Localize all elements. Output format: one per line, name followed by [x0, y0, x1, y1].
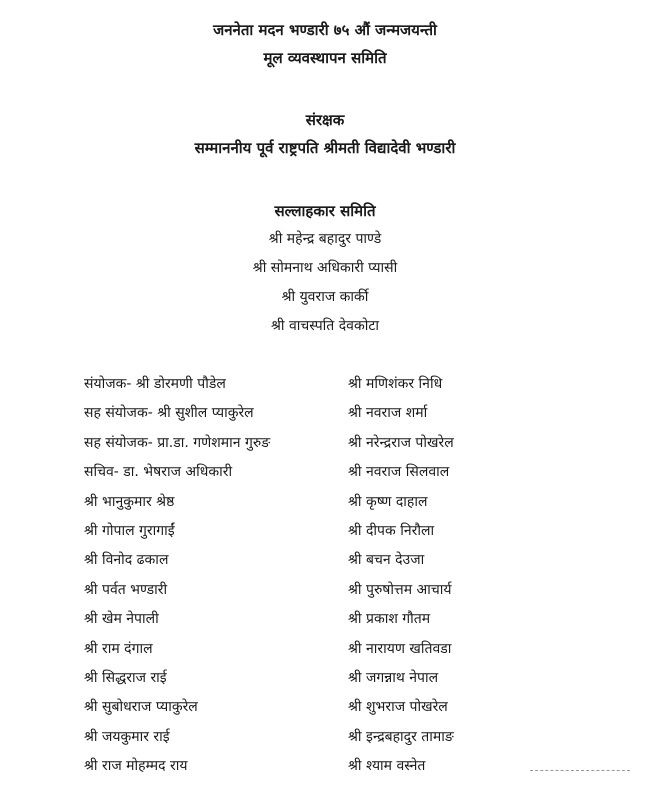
- committee-member: श्री जगन्नाथ नेपाल: [348, 669, 439, 686]
- committee-member: श्री शुभराज पोखरेल: [348, 699, 448, 716]
- committee-member: सह संयोजक- श्री सुशील प्याकुरेल: [84, 405, 254, 422]
- committee-member: संयोजक- श्री डोरमणी पौडेल: [84, 376, 226, 392]
- committee-subtitle: मूल व्यवस्थापन समिति: [263, 49, 387, 67]
- committee-member: सह संयोजक- प्रा.डा. गणेशमान गुरुङ: [84, 434, 271, 451]
- committee-member: सचिव- डा. भेषराज अधिकारी: [84, 464, 233, 481]
- committee-right-column: [348, 374, 628, 785]
- page-edge-mark: [530, 770, 630, 772]
- committee-member: श्री पुरुषोत्तम आचार्य: [348, 581, 452, 598]
- document-title: जननेता मदन भण्डारी ७५ औं जन्मजयन्ती: [213, 21, 437, 39]
- committee-member: श्री भानुकुमार श्रेष्ठ: [84, 493, 175, 510]
- advisory-member: श्री युवराज कार्की: [281, 289, 369, 305]
- advisory-member: श्री महेन्द्र बहादुर पाण्डे: [268, 231, 382, 247]
- committee-member: श्री पर्वत भण्डारी: [84, 581, 168, 598]
- committee-member: श्री श्याम वस्नेत: [348, 758, 426, 775]
- committee-member: श्री प्रकाश गौतम: [348, 611, 431, 628]
- committee-member: श्री नरेन्द्रराज पोखरेल: [348, 434, 454, 451]
- committee-member: श्री गोपाल गुरागाईं: [84, 522, 175, 539]
- committee-member: श्री नवराज सिलवाल: [348, 464, 450, 481]
- committee-member: श्री कृष्ण दाहाल: [348, 493, 428, 510]
- committee-member: श्री नारायण खतिवडा: [348, 640, 452, 657]
- committee-member: श्री सुबोधराज प्याकुरेल: [84, 699, 198, 716]
- committee-member: श्री सिद्धराज राई: [84, 669, 167, 686]
- committee-member: श्री नवराज शर्मा: [348, 405, 428, 422]
- committee-member: श्री जयकुमार राई: [84, 728, 170, 745]
- committee-member: श्री दीपक निरौला: [348, 522, 435, 539]
- committee-member: श्री विनोद ढकाल: [84, 552, 169, 569]
- patron-name: सम्माननीय पूर्व राष्ट्रपति श्रीमती विद्यादेवी भण्डारी: [194, 139, 456, 157]
- advisory-member: श्री सोमनाथ अधिकारी प्यासी: [252, 260, 398, 276]
- patron-label: संरक्षक: [305, 111, 345, 129]
- advisory-member: श्री वाचस्पति देवकोटा: [270, 318, 380, 334]
- committee-member: श्री खेम नेपाली: [84, 611, 159, 628]
- committee-member: श्री राज मोहम्मद राय: [84, 758, 188, 775]
- advisory-label: सल्लाहकार समिति: [274, 202, 376, 220]
- committee-member: श्री राम दंगाल: [84, 640, 153, 657]
- committee-member: श्री मणिशंकर निधि: [348, 376, 443, 392]
- committee-left-column: [84, 374, 354, 785]
- committee-member: श्री इन्द्रबहादुर तामाङ: [348, 728, 454, 745]
- committee-member: श्री बचन देउजा: [348, 552, 425, 569]
